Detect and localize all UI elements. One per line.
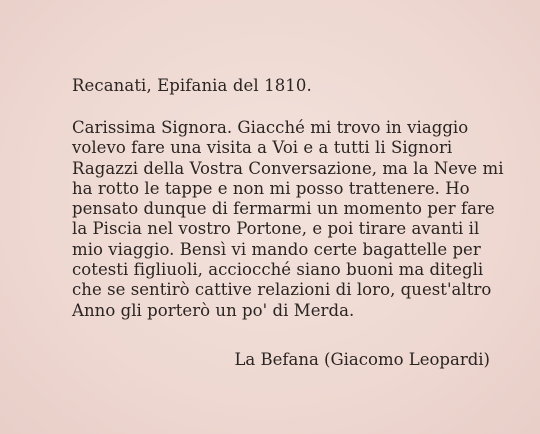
- letter-line: che se sentirò cattive relazioni di loro, quest'altro: [72, 280, 492, 300]
- letter-line: pensato dunque di fermarmi un momento per fare: [72, 199, 495, 219]
- letter-line: Carissima Signora. Giacché mi trovo in viaggio: [72, 118, 469, 137]
- letter-line: la Piscia nel vostro Portone, e poi tirare avanti il: [72, 219, 480, 239]
- letter-line: cotesti figliuoli, acciocché siano buoni ma ditegli: [72, 260, 484, 280]
- letter-body: [72, 118, 504, 321]
- letter-line: Anno gli porterò un po' di Merda.: [72, 300, 355, 320]
- letter-line: Ragazzi della Vostra Conversazione, ma la Neve mi: [72, 158, 504, 178]
- letter-dateline: Recanati, Epifania del 1810.: [72, 76, 312, 95]
- letter-signature: La Befana (Giacomo Leopardi): [234, 350, 490, 369]
- letter-line: volevo fare una visita a Voi e a tutti li Signori: [72, 138, 453, 158]
- letter-line: ha rotto le tappe e non mi posso trattenere. Ho: [72, 178, 470, 198]
- letter-line: mio viaggio. Bensì vi mando certe bagattelle per: [72, 239, 481, 259]
